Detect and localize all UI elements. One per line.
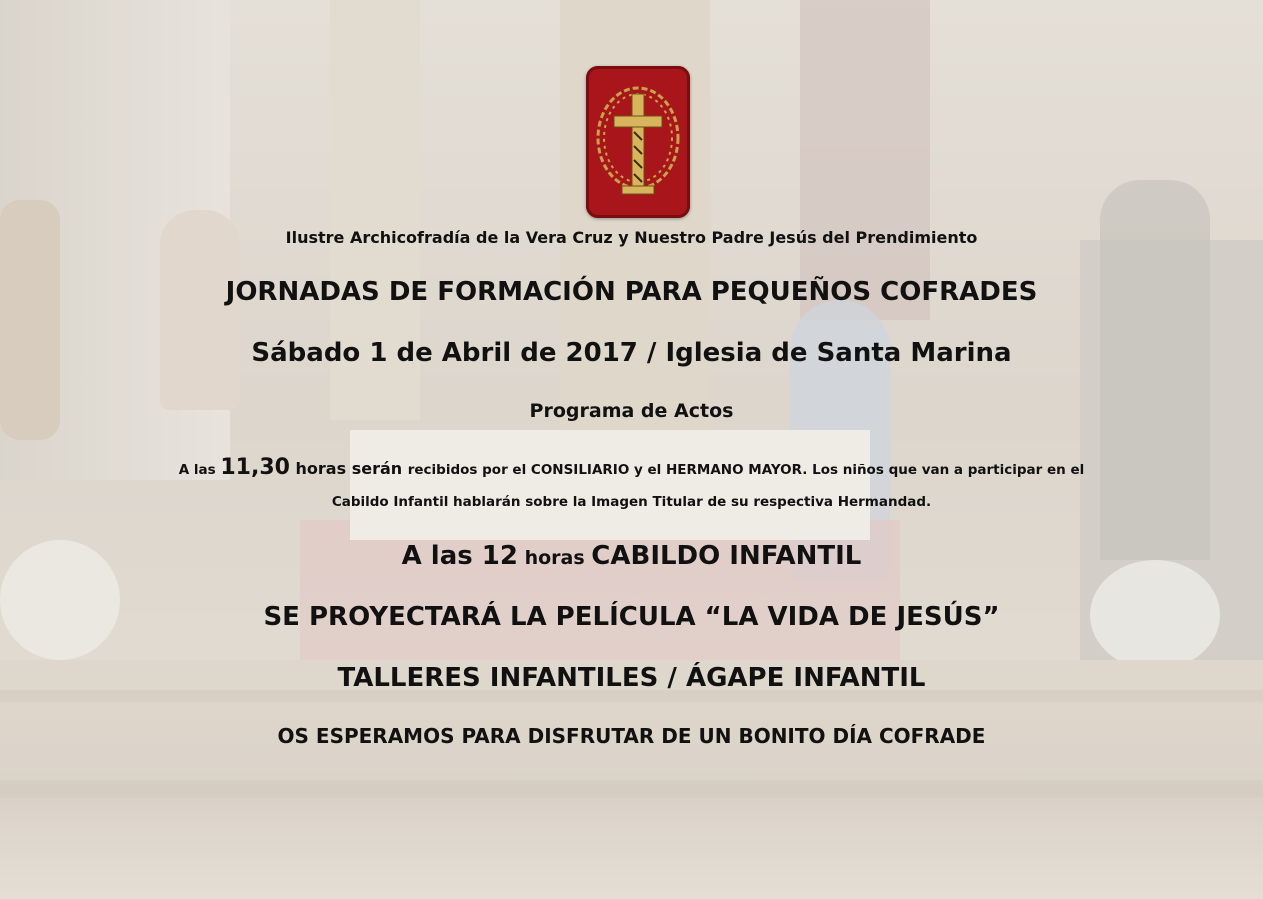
program-item-1-suffix: horas serán xyxy=(289,459,408,478)
program-item-4: TALLERES INFANTILES / ÁGAPE INFANTIL xyxy=(337,663,926,693)
program-item-3: SE PROYECTARÁ LA PELÍCULA “LA VIDA DE JESÚS” xyxy=(263,602,1000,632)
closing-message: OS ESPERAMOS PARA DISFRUTAR DE UN BONITO DÍA COFRADE xyxy=(277,724,986,748)
cross-crown-of-thorns-icon xyxy=(586,66,690,218)
program-item-1-line-2: Cabildo Infantil hablarán sobre la Imagen Titular de su respectiva Hermandad. xyxy=(331,494,932,510)
event-title: JORNADAS DE FORMACIÓN PARA PEQUEÑOS COFRADES xyxy=(225,277,1038,307)
event-date-location: Sábado 1 de Abril de 2017 / Iglesia de Santa Marina xyxy=(251,338,1012,368)
program-item-1-text: recibidos por el CONSILIARIO y el HERMANO MAYOR. Los niños que van a participar en el xyxy=(407,462,1085,478)
program-heading: Programa de Actos xyxy=(529,400,734,422)
program-item-1-line-1 xyxy=(0,455,1263,480)
organization-name: Ilustre Archicofradía de la Vera Cruz y Nuestro Padre Jesús del Prendimiento xyxy=(285,228,978,247)
program-item-2-time: 12 xyxy=(481,541,518,571)
program-item-2-hours: horas xyxy=(517,547,592,569)
program-item-2 xyxy=(0,541,1263,571)
program-item-2-prefix: A las xyxy=(401,541,482,571)
program-item-1-prefix: A las xyxy=(178,462,221,478)
program-item-2-event: CABILDO INFANTIL xyxy=(591,541,862,571)
program-item-1-time: 11,30 xyxy=(220,455,290,480)
brotherhood-emblem xyxy=(586,66,690,218)
